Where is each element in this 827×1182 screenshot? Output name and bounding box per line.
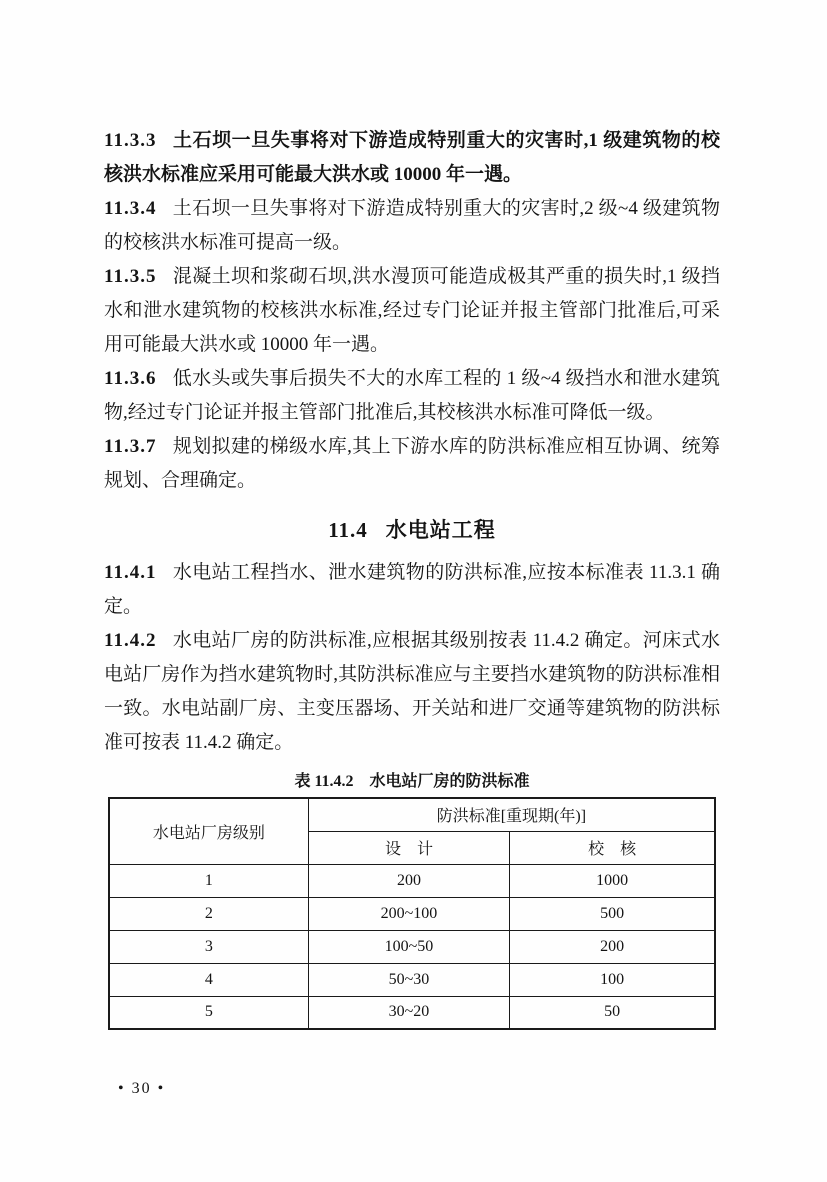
cell-check: 50 bbox=[510, 996, 715, 1029]
clause-11-3-3 bbox=[104, 124, 720, 192]
cell-level: 5 bbox=[109, 996, 308, 1029]
cell-design: 200~100 bbox=[308, 897, 509, 930]
table-header-row-1 bbox=[109, 798, 715, 831]
clause-text: 水电站厂房的防洪标准,应根据其级别按表 11.4.2 确定。河床式水电站厂房作为挡水建筑物时,其防洪标准应与主要挡水建筑物的防洪标准相一致。水电站副厂房、主变压器场、开关站和进厂交通等建筑物的防洪标准可按表 11.4.2 确定。 bbox=[104, 630, 720, 753]
clause-text: 土石坝一旦失事将对下游造成特别重大的灾害时,1 级建筑物的校核洪水标准应采用可能最大洪水或 10000 年一遇。 bbox=[104, 130, 720, 185]
cell-design: 200 bbox=[308, 864, 509, 897]
table-row bbox=[109, 864, 715, 897]
cell-level: 2 bbox=[109, 897, 308, 930]
clause-text: 土石坝一旦失事将对下游造成特别重大的灾害时,2 级~4 级建筑物的校核洪水标准可提高一级。 bbox=[104, 198, 720, 253]
cell-check: 500 bbox=[510, 897, 715, 930]
cell-level: 1 bbox=[109, 864, 308, 897]
page-number: • 30 • bbox=[118, 1080, 166, 1097]
clause-text: 低水头或失事后损失不大的水库工程的 1 级~4 级挡水和泄水建筑物,经过专门论证并报主管部门批准后,其校核洪水标准可降低一级。 bbox=[104, 368, 720, 423]
clause-number: 11.4.1 bbox=[104, 562, 157, 583]
header-cell-check: 校 核 bbox=[510, 831, 715, 864]
clause-text: 混凝土坝和浆砌石坝,洪水漫顶可能造成极其严重的损失时,1 级挡水和泄水建筑物的校核洪水标准,经过专门论证并报主管部门批准后,可采用可能最大洪水或 10000 年一遇。 bbox=[104, 266, 720, 355]
clause-number: 11.3.4 bbox=[104, 198, 157, 219]
table-row bbox=[109, 897, 715, 930]
table-caption: 表 11.4.2 水电站厂房的防洪标准 bbox=[294, 773, 530, 790]
clause-number: 11.3.7 bbox=[104, 436, 157, 457]
clause-number: 11.3.6 bbox=[104, 368, 157, 389]
clause-11-4-1 bbox=[104, 556, 720, 624]
flood-standard-table bbox=[108, 797, 716, 1030]
header-cell-standard: 防洪标准[重现期(年)] bbox=[308, 798, 715, 831]
cell-check: 200 bbox=[510, 930, 715, 963]
cell-design: 30~20 bbox=[308, 996, 509, 1029]
clause-11-3-4 bbox=[104, 192, 720, 260]
table-row bbox=[109, 963, 715, 996]
header-cell-design: 设 计 bbox=[308, 831, 509, 864]
clause-text: 水电站工程挡水、泄水建筑物的防洪标准,应按本标准表 11.3.1 确定。 bbox=[104, 562, 720, 617]
clause-11-3-5 bbox=[104, 260, 720, 362]
section-heading bbox=[104, 514, 720, 544]
clause-11-4-2 bbox=[104, 624, 720, 760]
clause-11-3-6 bbox=[104, 362, 720, 430]
cell-design: 100~50 bbox=[308, 930, 509, 963]
section-title: 水电站工程 bbox=[385, 518, 496, 542]
section-number: 11.4 bbox=[328, 518, 368, 542]
page-content bbox=[104, 124, 720, 1030]
clause-number: 11.3.3 bbox=[104, 130, 157, 151]
cell-check: 1000 bbox=[510, 864, 715, 897]
table-row bbox=[109, 996, 715, 1029]
cell-check: 100 bbox=[510, 963, 715, 996]
cell-design: 50~30 bbox=[308, 963, 509, 996]
clause-number: 11.3.5 bbox=[104, 266, 157, 287]
clause-number: 11.4.2 bbox=[104, 630, 157, 651]
clause-text: 规划拟建的梯级水库,其上下游水库的防洪标准应相互协调、统筹规划、合理确定。 bbox=[104, 436, 720, 491]
cell-level: 4 bbox=[109, 963, 308, 996]
cell-level: 3 bbox=[109, 930, 308, 963]
table-row bbox=[109, 930, 715, 963]
header-cell-level: 水电站厂房级别 bbox=[109, 798, 308, 864]
clause-11-3-7 bbox=[104, 430, 720, 498]
